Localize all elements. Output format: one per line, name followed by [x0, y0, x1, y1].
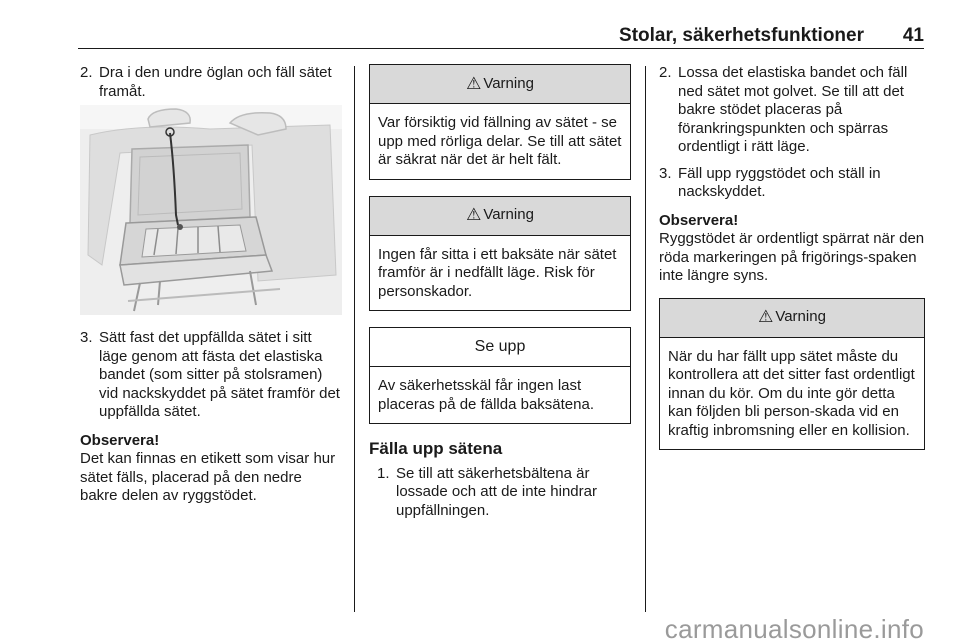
instruction-step: 1. Se till att säkerhetsbältena är lossade och att de inte hindrar uppfällningen. [377, 464, 597, 519]
warning-text: När du har fällt upp sätet måste du kontrollera att det sitter fast ordentligt innan du kör. Om du inte gör detta kan följden bli person-skada vid en kraftig inbromsning eller en kollision. [668, 347, 915, 439]
warning-triangle-icon: ⚠ [466, 73, 482, 93]
warning-box [369, 64, 631, 180]
note-text: Det kan finnas en etikett som visar hur sätet fälls, placerad på den nedre bakre delen av ryggstödet. [80, 450, 336, 504]
caution-header: Se upp [370, 328, 630, 367]
column-divider [354, 66, 355, 612]
warning-box [369, 196, 631, 312]
warning-triangle-icon: ⚠ [758, 307, 774, 327]
instruction-step: 3. Sätt fast det uppfällda sätet i sitt läge genom att fästa det elastiska bandet (som sitter på stolsramen) vid nackskyddet på sätet framför det uppfällda sätet. [80, 329, 340, 420]
column-right [659, 64, 925, 466]
warning-header: ⚠ Varning [370, 65, 630, 104]
warning-header: ⚠ Varning [370, 197, 630, 236]
column-middle [369, 64, 631, 520]
warning-header: ⚠ Varning [660, 299, 924, 338]
note-title: Observera! [80, 431, 160, 449]
note-title: Observera! [659, 211, 739, 229]
warning-text: Var försiktig vid fällning av sätet - se upp med rörliga delar. Se till att sätet är säkrat när det är helt fält. [378, 114, 622, 168]
page-header [78, 22, 924, 49]
watermark: carmanualsonline.info [664, 613, 924, 644]
caution-text: Av säkerhetsskäl får ingen last placeras på de fällda baksätena. [378, 377, 594, 413]
warning-text: Ingen får sitta i ett baksäte när sätet framför är i nedfällt läge. Risk för personskador. [378, 245, 617, 300]
section-title: Fälla upp sätena [369, 439, 503, 458]
instruction-step: 3. Fäll upp ryggstödet och ställ in nackskyddet. [659, 164, 881, 200]
caution-box [369, 327, 631, 424]
warning-box [659, 298, 925, 451]
column-left [80, 64, 342, 506]
instruction-step: 2. Dra i den undre öglan och fäll sätet framåt. [80, 64, 332, 100]
instruction-step: 2. Lossa det elastiska bandet och fäll ned sätet mot golvet. Se till att det bakre stödet placeras på förankringspunkten och spärras ordentligt i rätt läge. [659, 64, 908, 155]
page-number: 41 [902, 25, 924, 46]
page-title: Stolar, säkerhetsfunktioner [619, 25, 864, 46]
note-text: Ryggstödet är ordentligt spärrat när den röda markeringen på frigörings-spaken inte längre syns. [659, 230, 925, 284]
warning-triangle-icon: ⚠ [466, 205, 482, 225]
folded-seat-illustration [80, 105, 342, 315]
column-divider [645, 66, 646, 612]
